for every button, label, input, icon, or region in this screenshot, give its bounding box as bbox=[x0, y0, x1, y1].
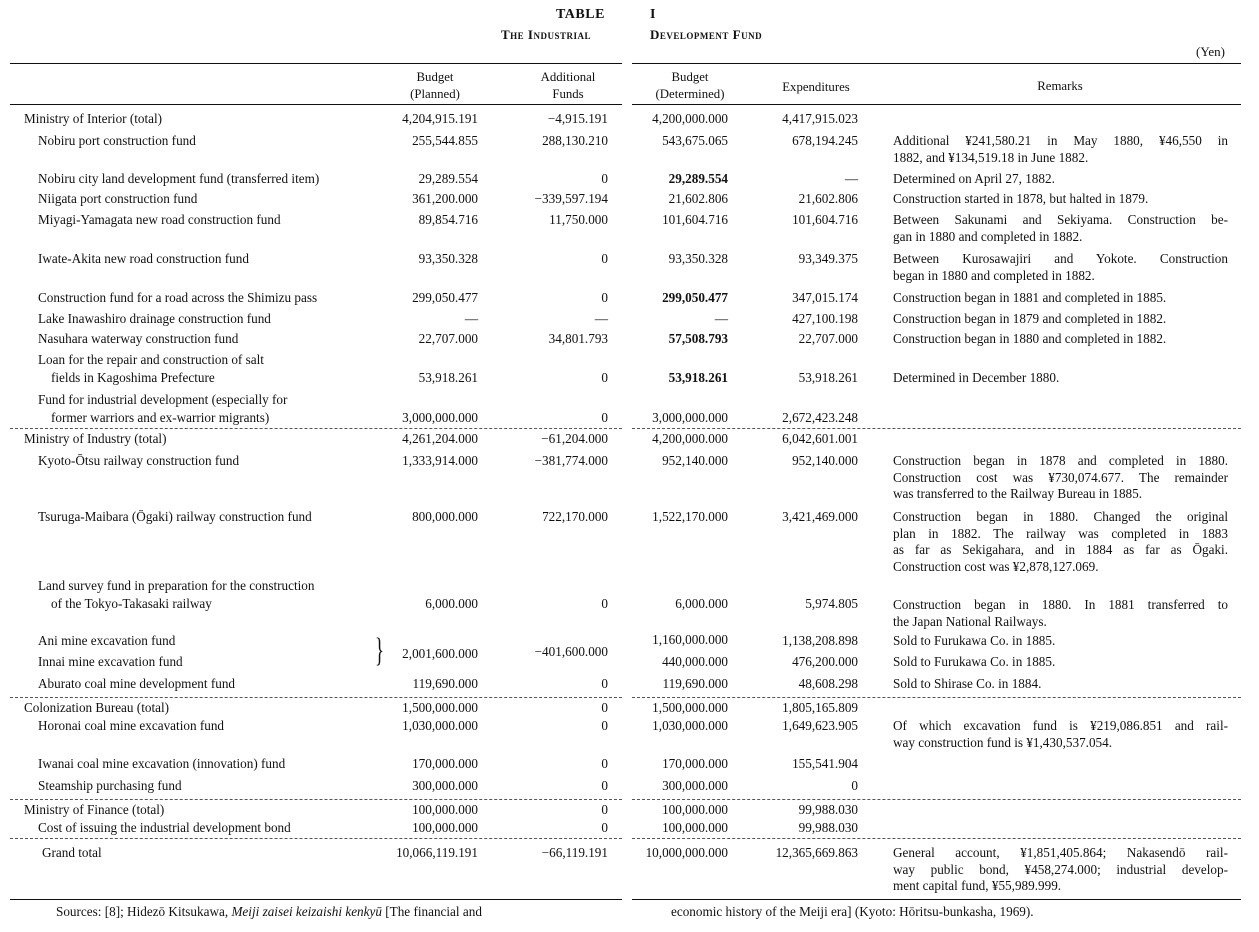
row-remarks bbox=[893, 597, 1228, 630]
row-item-label: Miyagi-Yamagata new road construction fund bbox=[38, 212, 281, 227]
cell-planned: 300,000.000 bbox=[412, 778, 478, 793]
row-remarks bbox=[893, 676, 1228, 693]
row-remarks bbox=[893, 171, 1228, 188]
remark-line: Between Sakunami and Sekiyama. Construction be- bbox=[893, 212, 1228, 227]
cell-additional: 0 bbox=[601, 290, 608, 305]
remark-line: Determined in December 1880. bbox=[893, 370, 1060, 385]
cell-planned: 4,204,915.191 bbox=[402, 111, 478, 126]
sources-left: Sources: [8]; Hidezō Kitsukawa, Meiji zaisei keizaishi kenkyū [The financial and bbox=[56, 904, 482, 919]
cell-determined: 299,050.477 bbox=[662, 290, 728, 305]
cell-expenditures: 5,974.805 bbox=[805, 596, 858, 611]
cell-expenditures: 53,918.261 bbox=[798, 370, 858, 385]
title-right: Development Fund bbox=[650, 27, 763, 42]
row-remarks bbox=[893, 370, 1228, 387]
header-remarks: Remarks bbox=[1037, 79, 1083, 93]
remark-line: Construction began in 1880 and completed in 1882. bbox=[893, 331, 1167, 346]
cell-planned: 119,690.000 bbox=[412, 676, 478, 691]
cell-expenditures: 93,349.375 bbox=[798, 251, 858, 266]
cell-expenditures: 6,042,601.001 bbox=[782, 431, 858, 446]
row-remarks bbox=[893, 311, 1228, 328]
cell-additional: 0 bbox=[601, 596, 608, 611]
sources-right: economic history of the Meiji era] (Kyoto: Hōritsu-bunkasha, 1969). bbox=[671, 904, 1034, 919]
cell-planned: 255,544.855 bbox=[412, 133, 478, 148]
row-item-label: Grand total bbox=[42, 845, 102, 860]
row-remarks bbox=[893, 718, 1228, 751]
row-item-label: Iwate-Akita new road construction fund bbox=[38, 251, 249, 266]
cell-expenditures: 22,707.000 bbox=[798, 331, 858, 346]
row-item-label: Cost of issuing the industrial development bond bbox=[38, 820, 291, 835]
cell-expenditures: 476,200.000 bbox=[792, 654, 858, 669]
remark-line: Determined on April 27, 1882. bbox=[893, 171, 1055, 186]
cell-expenditures: 21,602.806 bbox=[798, 191, 858, 206]
row-item-label: Kyoto-Ōtsu railway construction fund bbox=[38, 453, 240, 468]
cell-determined: 1,500,000.000 bbox=[652, 700, 728, 715]
remark-line: Sold to Furukawa Co. in 1885. bbox=[893, 654, 1056, 669]
cell-determined: 1,522,170.000 bbox=[652, 509, 728, 524]
cell-planned-mines: 2,001,600.000 bbox=[402, 646, 478, 661]
cell-planned: — bbox=[464, 311, 478, 326]
cell-expenditures: 4,417,915.023 bbox=[782, 111, 858, 126]
table-number: I bbox=[650, 7, 656, 22]
cell-determined: 6,000.000 bbox=[675, 596, 728, 611]
cell-additional: 0 bbox=[601, 251, 608, 266]
cell-determined: 4,200,000.000 bbox=[652, 111, 728, 126]
row-item-label: Steamship purchasing fund bbox=[38, 778, 182, 793]
row-item-label: Fund for industrial development (especially for bbox=[38, 392, 288, 407]
title-left: The Industrial bbox=[501, 27, 591, 42]
row-item-label: Innai mine excavation fund bbox=[38, 654, 183, 669]
header-rule-left bbox=[10, 104, 622, 105]
row-remarks bbox=[893, 133, 1228, 166]
row-item-label: Nobiru port construction fund bbox=[38, 133, 196, 148]
cell-additional: 0 bbox=[601, 410, 608, 425]
row-remarks bbox=[893, 633, 1228, 650]
cell-determined: 1,160,000.000 bbox=[652, 632, 728, 647]
row-item-label: Colonization Bureau (total) bbox=[24, 700, 170, 715]
cell-determined: 170,000.000 bbox=[662, 756, 728, 771]
remark-line: Construction began in 1880. In 1881 transferred to bbox=[893, 597, 1228, 612]
cell-additional: — bbox=[594, 311, 608, 326]
remark-line: way construction fund is ¥1,430,537.054. bbox=[893, 734, 1113, 750]
brace-mines: } bbox=[375, 632, 384, 669]
cell-additional: 0 bbox=[601, 756, 608, 771]
row-item-label: Loan for the repair and construction of salt bbox=[38, 352, 264, 367]
section-divider bbox=[10, 697, 622, 698]
cell-planned: 22,707.000 bbox=[418, 331, 478, 346]
cell-expenditures: 1,805,165.809 bbox=[782, 700, 858, 715]
cell-expenditures: 678,194.245 bbox=[792, 133, 858, 148]
remark-line: ment capital fund, ¥55,989.999. bbox=[893, 878, 1062, 893]
cell-planned: 29,289.554 bbox=[418, 171, 478, 186]
section-divider bbox=[10, 799, 622, 800]
cell-determined: 29,289.554 bbox=[668, 171, 728, 186]
cell-expenditures: 347,015.174 bbox=[792, 290, 858, 305]
cell-planned: 89,854.716 bbox=[418, 212, 478, 227]
remark-line: gan in 1880 and completed in 1882. bbox=[893, 228, 1083, 244]
cell-planned: 170,000.000 bbox=[412, 756, 478, 771]
cell-planned: 1,500,000.000 bbox=[402, 700, 478, 715]
remark-line: Between Kurosawajiri and Yokote. Construction bbox=[893, 251, 1228, 266]
remark-line: began in 1880 and completed in 1882. bbox=[893, 267, 1095, 283]
section-divider bbox=[632, 428, 1241, 429]
cell-expenditures: 101,604.716 bbox=[792, 212, 858, 227]
row-remarks bbox=[893, 251, 1228, 284]
row-item-label: Tsuruga-Maibara (Ōgaki) railway construction fund bbox=[38, 509, 312, 524]
cell-additional: −4,915.191 bbox=[547, 111, 608, 126]
bottom-rule-left bbox=[10, 899, 622, 900]
remark-line: 1882, and ¥134,519.18 in June 1882. bbox=[893, 149, 1089, 165]
row-item-label: Lake Inawashiro drainage construction fund bbox=[38, 311, 271, 326]
cell-determined: 93,350.328 bbox=[668, 251, 728, 266]
cell-expenditures: 1,649,623.905 bbox=[782, 718, 858, 733]
unit-label: (Yen) bbox=[1196, 44, 1226, 59]
cell-determined: 119,690.000 bbox=[662, 676, 728, 691]
row-item-label: of the Tokyo-Takasaki railway bbox=[51, 596, 212, 611]
cell-planned: 299,050.477 bbox=[412, 290, 478, 305]
cell-planned: 100,000.000 bbox=[412, 820, 478, 835]
row-remarks bbox=[893, 845, 1228, 895]
cell-planned: 361,200.000 bbox=[412, 191, 478, 206]
cell-determined: 101,604.716 bbox=[662, 212, 728, 227]
remark-line: the Japan National Railways. bbox=[893, 613, 1047, 629]
remark-line: Sold to Furukawa Co. in 1885. bbox=[893, 633, 1056, 648]
remark-line: way public bond, ¥458,274.000; industrial develop- bbox=[893, 861, 1228, 877]
cell-additional-mines: −401,600.000 bbox=[534, 644, 608, 659]
cell-expenditures: 3,421,469.000 bbox=[782, 509, 858, 524]
cell-planned: 100,000.000 bbox=[412, 802, 478, 817]
row-remarks bbox=[893, 290, 1228, 307]
cell-determined: 53,918.261 bbox=[668, 370, 728, 385]
row-item-label: fields in Kagoshima Prefecture bbox=[51, 370, 215, 385]
cell-determined: 300,000.000 bbox=[662, 778, 728, 793]
row-item-label: Land survey fund in preparation for the construction bbox=[38, 578, 315, 593]
cell-expenditures: 1,138,208.898 bbox=[782, 633, 858, 648]
remark-line: Construction began in 1878 and completed in 1880. bbox=[893, 453, 1228, 468]
cell-expenditures: 0 bbox=[851, 778, 858, 793]
row-remarks bbox=[893, 212, 1228, 245]
cell-planned: 1,333,914.000 bbox=[402, 453, 478, 468]
section-divider bbox=[10, 838, 622, 839]
top-rule-right bbox=[632, 63, 1241, 64]
cell-determined: 100,000.000 bbox=[662, 820, 728, 835]
header-additional-funds: Additional Funds bbox=[540, 70, 596, 101]
row-item-label: Horonai coal mine excavation fund bbox=[38, 718, 225, 733]
section-divider bbox=[632, 838, 1241, 839]
cell-additional: −339,597.194 bbox=[534, 191, 608, 206]
cell-additional: 34,801.793 bbox=[548, 331, 608, 346]
row-remarks bbox=[893, 509, 1228, 575]
section-divider bbox=[632, 697, 1241, 698]
bottom-rule-right bbox=[632, 899, 1241, 900]
remark-line: Construction began in 1881 and completed in 1885. bbox=[893, 290, 1167, 305]
row-item-label: Ministry of Finance (total) bbox=[24, 802, 165, 817]
remark-line: Construction began in 1880. Changed the original bbox=[893, 509, 1228, 524]
cell-expenditures: 427,100.198 bbox=[792, 311, 858, 326]
row-item-label: former warriors and ex-warrior migrants) bbox=[51, 410, 270, 425]
cell-expenditures: 952,140.000 bbox=[792, 453, 858, 468]
cell-expenditures: 99,988.030 bbox=[798, 820, 858, 835]
cell-additional: 0 bbox=[601, 171, 608, 186]
remark-line: Construction cost was ¥730,074.677. The remainder bbox=[893, 469, 1228, 485]
section-divider bbox=[10, 428, 622, 429]
row-item-label: Aburato coal mine development fund bbox=[38, 676, 236, 691]
cell-determined: 952,140.000 bbox=[662, 453, 728, 468]
cell-expenditures: 155,541.904 bbox=[792, 756, 858, 771]
row-item-label: Nobiru city land development fund (transferred item) bbox=[38, 171, 320, 186]
cell-planned: 93,350.328 bbox=[418, 251, 478, 266]
row-item-label: Nasuhara waterway construction fund bbox=[38, 331, 239, 346]
cell-additional: 722,170.000 bbox=[542, 509, 608, 524]
cell-determined: 1,030,000.000 bbox=[652, 718, 728, 733]
row-item-label: Construction fund for a road across the Shimizu pass bbox=[38, 290, 318, 305]
cell-additional: 0 bbox=[601, 802, 608, 817]
remark-line: General account, ¥1,851,405.864; Nakasendō rail- bbox=[893, 845, 1228, 860]
remark-line: Construction began in 1879 and completed in 1882. bbox=[893, 311, 1167, 326]
remark-line: Construction started in 1878, but halted in 1879. bbox=[893, 191, 1149, 206]
row-item-label: Iwanai coal mine excavation (innovation) fund bbox=[38, 756, 286, 771]
top-rule-left bbox=[10, 63, 622, 64]
remark-line: Construction cost was ¥2,878,127.069. bbox=[893, 558, 1099, 574]
cell-determined: 4,200,000.000 bbox=[652, 431, 728, 446]
row-item-label: Ministry of Industry (total) bbox=[24, 431, 167, 446]
remark-line: as far as Sekigahara, and in 1884 as far as Ōgaki. bbox=[893, 542, 1228, 557]
cell-planned: 4,261,204.000 bbox=[402, 431, 478, 446]
cell-determined: 100,000.000 bbox=[662, 802, 728, 817]
cell-planned: 1,030,000.000 bbox=[402, 718, 478, 733]
remark-line: Additional ¥241,580.21 in May 1880, ¥46,550 in bbox=[893, 133, 1228, 148]
row-remarks bbox=[893, 453, 1228, 503]
remark-line: was transferred to the Railway Bureau in 1885. bbox=[893, 486, 1143, 501]
cell-planned: 3,000,000.000 bbox=[402, 410, 478, 425]
cell-additional: −61,204.000 bbox=[541, 431, 608, 446]
remark-line: Of which excavation fund is ¥219,086.851 and rail- bbox=[893, 718, 1228, 733]
header-budget-determined: Budget (Determined) bbox=[655, 70, 725, 101]
cell-determined: 3,000,000.000 bbox=[652, 410, 728, 425]
cell-additional: 0 bbox=[601, 718, 608, 733]
cell-expenditures: — bbox=[844, 171, 858, 186]
cell-additional: 0 bbox=[601, 676, 608, 691]
cell-expenditures: 48,608.298 bbox=[798, 676, 858, 691]
cell-determined: 440,000.000 bbox=[662, 654, 728, 669]
row-remarks bbox=[893, 654, 1228, 671]
cell-planned: 10,066,119.191 bbox=[396, 845, 478, 860]
header-rule-right bbox=[632, 104, 1241, 105]
cell-additional: 11,750.000 bbox=[549, 212, 608, 227]
table-label: TABLE bbox=[556, 7, 605, 22]
cell-additional: −66,119.191 bbox=[541, 845, 608, 860]
row-remarks bbox=[893, 331, 1228, 348]
cell-additional: −381,774.000 bbox=[534, 453, 608, 468]
cell-determined: 57,508.793 bbox=[668, 331, 728, 346]
cell-determined: — bbox=[714, 311, 728, 326]
cell-planned: 800,000.000 bbox=[412, 509, 478, 524]
cell-planned: 53,918.261 bbox=[418, 370, 478, 385]
cell-expenditures: 99,988.030 bbox=[798, 802, 858, 817]
header-budget-planned: Budget (Planned) bbox=[410, 70, 460, 101]
cell-expenditures: 2,672,423.248 bbox=[782, 410, 858, 425]
cell-planned: 6,000.000 bbox=[425, 596, 478, 611]
cell-additional: 0 bbox=[601, 778, 608, 793]
cell-additional: 0 bbox=[601, 370, 608, 385]
cell-expenditures: 12,365,669.863 bbox=[775, 845, 858, 860]
cell-determined: 543,675.065 bbox=[662, 133, 728, 148]
section-divider bbox=[632, 799, 1241, 800]
cell-determined: 21,602.806 bbox=[668, 191, 728, 206]
remark-line: Sold to Shirase Co. in 1884. bbox=[893, 676, 1042, 691]
cell-additional: 0 bbox=[601, 820, 608, 835]
cell-additional: 288,130.210 bbox=[542, 133, 608, 148]
row-item-label: Ministry of Interior (total) bbox=[24, 111, 163, 126]
header-expenditures: Expenditures bbox=[782, 80, 850, 94]
row-remarks bbox=[893, 191, 1228, 208]
cell-determined: 10,000,000.000 bbox=[645, 845, 728, 860]
row-item-label: Niigata port construction fund bbox=[38, 191, 198, 206]
remark-line: plan in 1882. The railway was completed in 1883 bbox=[893, 525, 1228, 541]
cell-additional: 0 bbox=[601, 700, 608, 715]
row-item-label: Ani mine excavation fund bbox=[38, 633, 176, 648]
